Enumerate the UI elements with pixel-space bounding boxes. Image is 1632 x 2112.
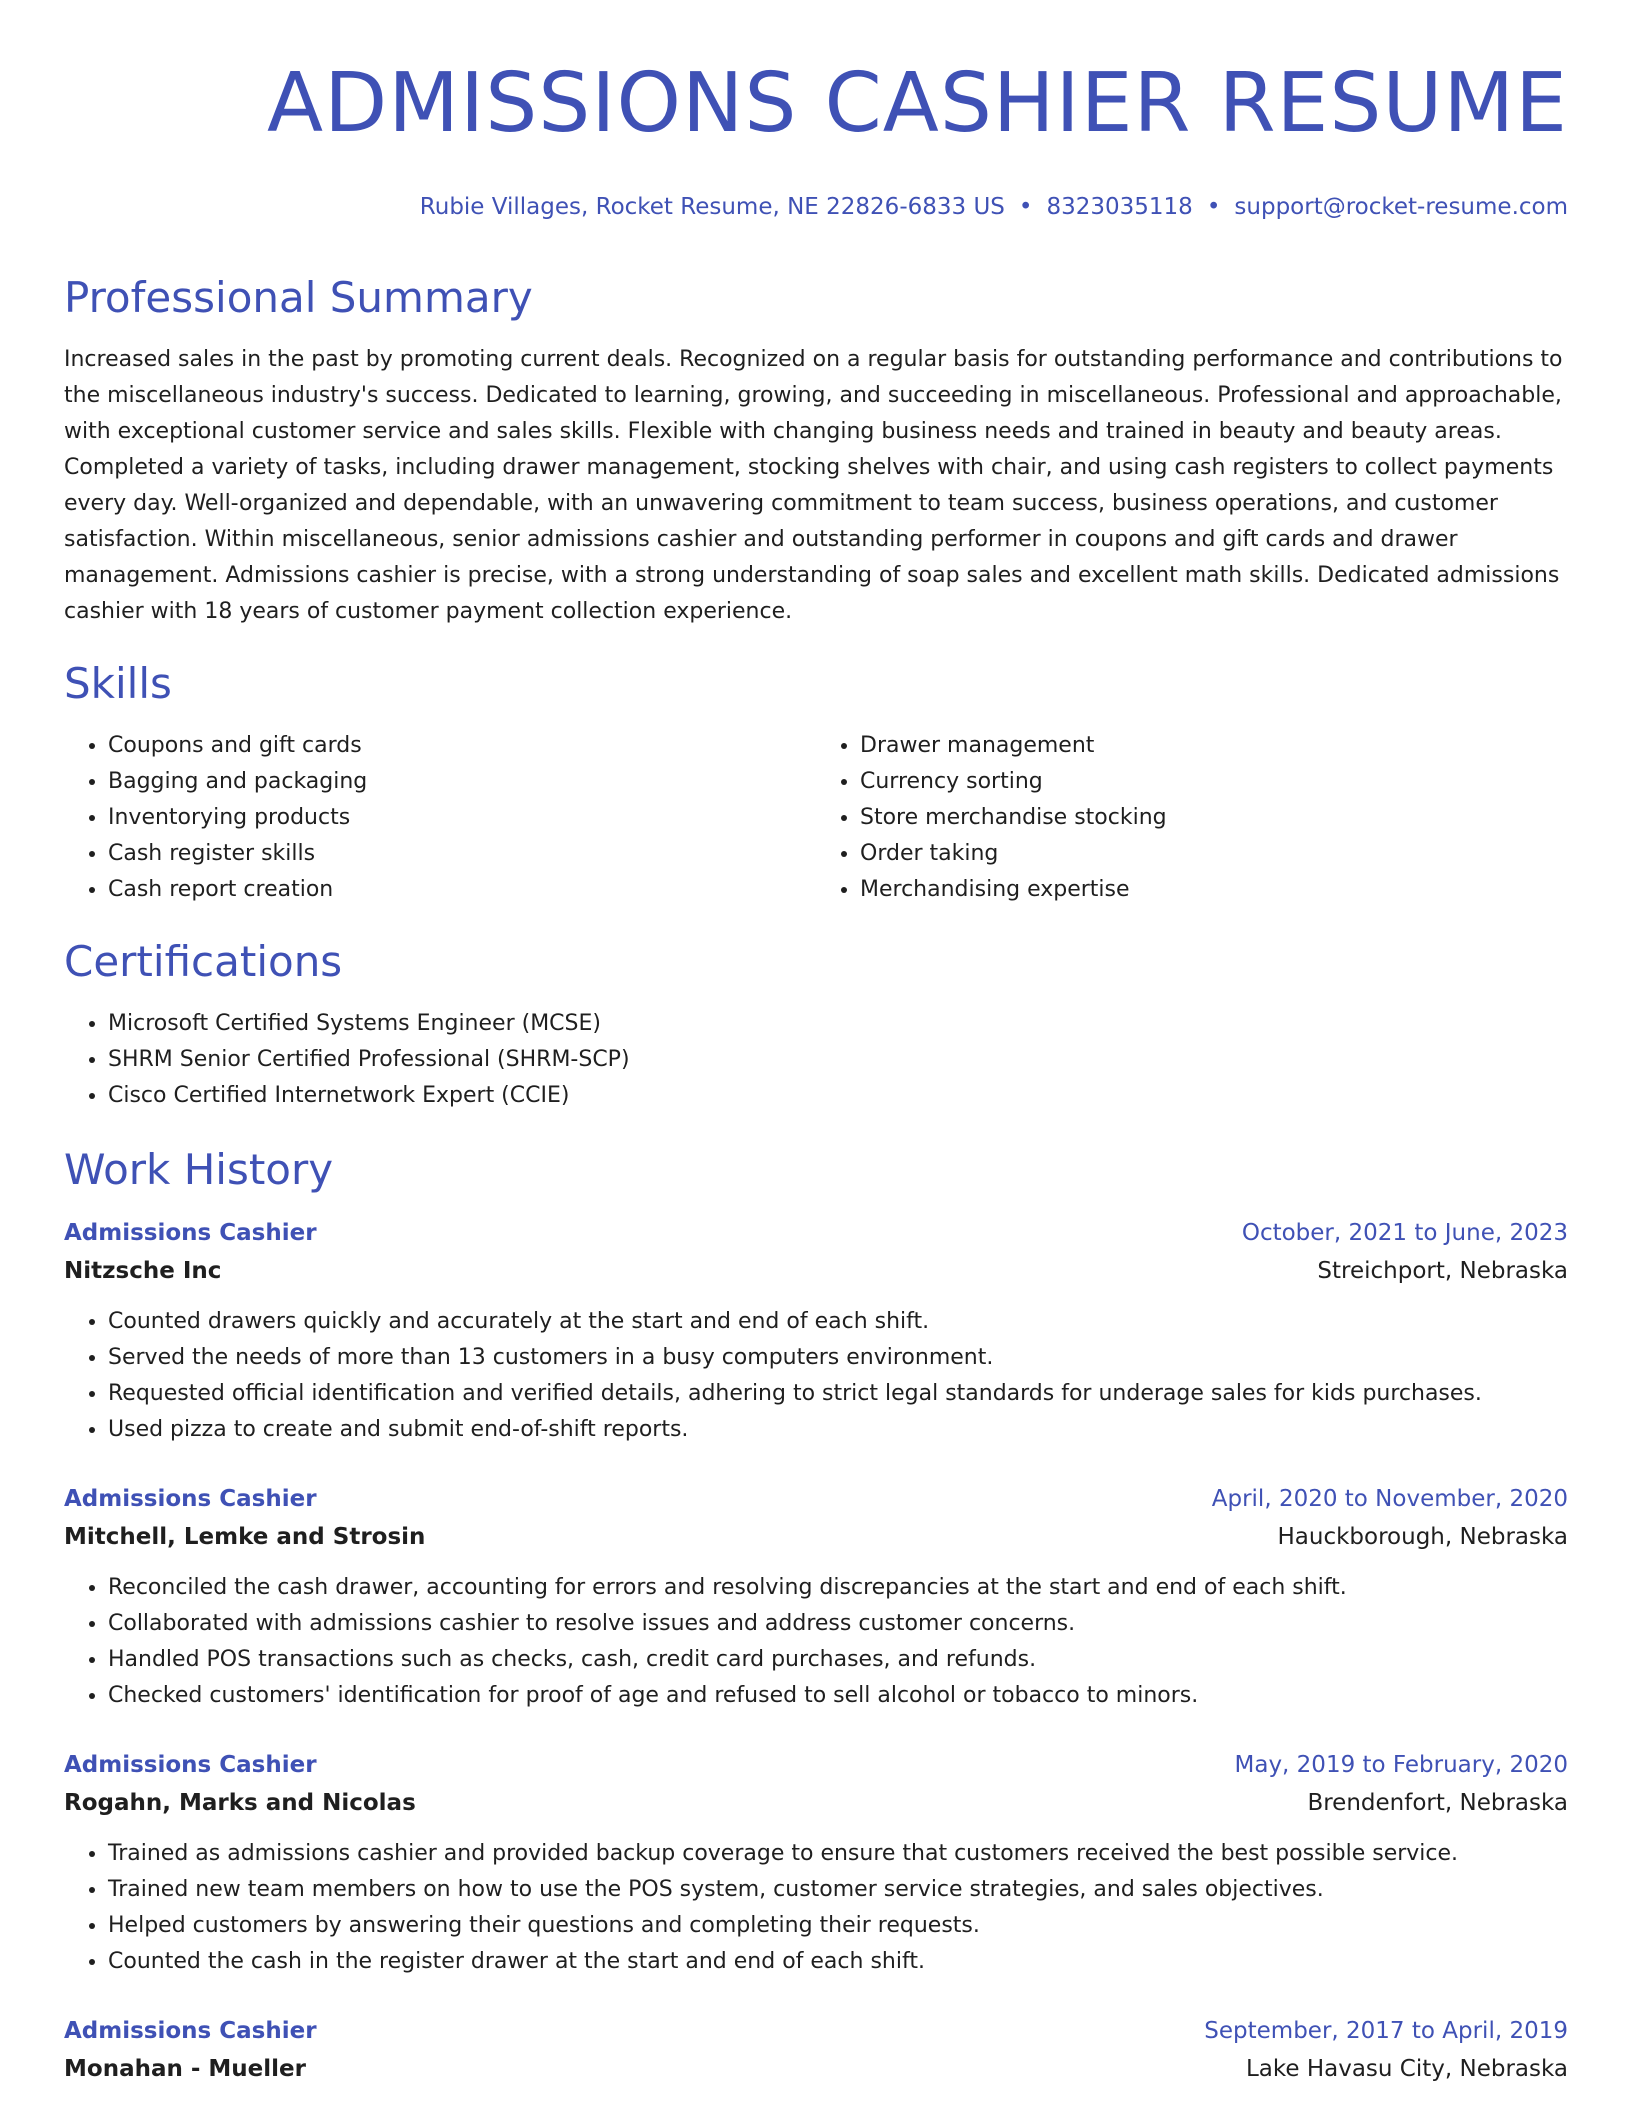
job-location: Streichport, Nebraska	[1317, 1258, 1568, 1284]
job-bullet: • Handled POS transactions such as checks, cash, credit card purchases, and refunds.	[108, 1642, 1568, 1678]
job-bullet: • Requested official identification and verified details, adhering to strict legal standards for underage sales for kids purchases.	[108, 1376, 1568, 1412]
certifications-heading: Certifications	[64, 937, 343, 986]
skill-item: • Inventorying products	[108, 800, 816, 836]
skills-list-right	[816, 728, 1568, 908]
contact-separator: •	[1018, 194, 1033, 220]
contact-address: Rubie Villages, Rocket Resume, NE 22826-6833 US	[419, 194, 1005, 220]
skill-item: • Drawer management	[860, 728, 1568, 764]
job-title: Admissions Cashier	[64, 2018, 317, 2044]
job-bullet: • Trained as admissions cashier and provided backup coverage to ensure that customers received the best possible service.	[108, 1836, 1568, 1872]
job-bullets	[64, 1304, 1568, 1448]
job-company: Nitzsche Inc	[64, 1258, 222, 1284]
job-entry	[64, 1746, 1568, 1980]
job-dates: September, 2017 to April, 2019	[1204, 2018, 1568, 2044]
job-company-row	[64, 1784, 1568, 1822]
job-bullet: • Checked customers' identification for proof of age and refused to sell alcohol or tobacco to minors.	[108, 1678, 1568, 1714]
contact-separator: •	[1206, 194, 1221, 220]
job-bullet: • Served the needs of more than 13 customers in a busy computers environment.	[108, 1340, 1568, 1376]
job-dates: October, 2021 to June, 2023	[1241, 1220, 1568, 1246]
skill-item: • Cash report creation	[108, 872, 816, 908]
summary-heading: Professional Summary	[64, 273, 533, 322]
job-header-row	[64, 1214, 1568, 1252]
job-title: Admissions Cashier	[64, 1486, 317, 1512]
resume-title: ADMISSIONS CASHIER RESUME	[267, 56, 1568, 151]
contact-line	[64, 192, 1568, 222]
skill-item: • Currency sorting	[860, 764, 1568, 800]
job-header-row	[64, 1480, 1568, 1518]
job-title: Admissions Cashier	[64, 1220, 317, 1246]
job-company-row	[64, 1252, 1568, 1290]
certifications-list	[64, 1006, 1568, 1114]
contact-phone: 8323035118	[1046, 194, 1193, 220]
job-bullet: • Used pizza to create and submit end-of-shift reports.	[108, 1412, 1568, 1448]
skills-grid	[64, 728, 1568, 908]
job-location: Lake Havasu City, Nebraska	[1245, 2056, 1568, 2082]
skill-item: • Coupons and gift cards	[108, 728, 816, 764]
skills-heading: Skills	[64, 659, 172, 708]
job-entry	[64, 2012, 1568, 2088]
job-bullets	[64, 1836, 1568, 1980]
job-bullet: • Reconciled the cash drawer, accounting for errors and resolving discrepancies at the start and end of each shift.	[108, 1570, 1568, 1606]
job-entry	[64, 1480, 1568, 1714]
skill-item: • Bagging and packaging	[108, 764, 816, 800]
job-bullet: • Helped customers by answering their questions and completing their requests.	[108, 1908, 1568, 1944]
job-bullets	[64, 1570, 1568, 1714]
job-header-row	[64, 1746, 1568, 1784]
certification-item: • Cisco Certified Internetwork Expert (CCIE)	[108, 1078, 1568, 1114]
job-dates: April, 2020 to November, 2020	[1211, 1486, 1568, 1512]
job-dates: May, 2019 to February, 2020	[1234, 1752, 1568, 1778]
job-location: Hauckborough, Nebraska	[1277, 1524, 1568, 1550]
skill-item: • Store merchandise stocking	[860, 800, 1568, 836]
work-history-heading: Work History	[64, 1145, 334, 1194]
skills-list-left	[64, 728, 816, 908]
contact-email[interactable]: support@rocket-resume.com	[1234, 194, 1568, 220]
job-company-row	[64, 2050, 1568, 2088]
skill-item: • Cash register skills	[108, 836, 816, 872]
job-bullet: • Counted drawers quickly and accurately at the start and end of each shift.	[108, 1304, 1568, 1340]
skill-item: • Merchandising expertise	[860, 872, 1568, 908]
job-location: Brendenfort, Nebraska	[1307, 1790, 1568, 1816]
job-company: Mitchell, Lemke and Strosin	[64, 1524, 426, 1550]
job-company-row	[64, 1518, 1568, 1556]
job-header-row	[64, 2012, 1568, 2050]
job-entry	[64, 1214, 1568, 1448]
summary-text: Increased sales in the past by promoting current deals. Recognized on a regular basis for outstanding performance and contributions to the miscellaneous industry's success. Dedicated to learning, growing, and succeeding in miscellaneous. Professional and approachable, with exceptional customer service and sales skills. Flexible with changing business needs and trained in beauty and beauty areas. Completed a variety of tasks, including drawer management, stocking shelves with chair, and using cash registers to collect payments every day. Well-organized and dependable, with an unwavering commitment to team success, business operations, and customer satisfaction. Within miscellaneous, senior admissions cashier and outstanding performer in coupons and gift cards and drawer management. Admissions cashier is precise, with a strong understanding of soap sales and excellent math skills. Dedicated admissions cashier with 18 years of customer payment collection experience.	[64, 347, 1563, 624]
certification-item: • Microsoft Certified Systems Engineer (MCSE)	[108, 1006, 1568, 1042]
job-bullet: • Trained new team members on how to use the POS system, customer service strategies, and sales objectives.	[108, 1872, 1568, 1908]
certification-item: • SHRM Senior Certified Professional (SHRM-SCP)	[108, 1042, 1568, 1078]
job-company: Rogahn, Marks and Nicolas	[64, 1790, 416, 1816]
job-bullet: • Counted the cash in the register drawer at the start and end of each shift.	[108, 1944, 1568, 1980]
job-company: Monahan - Mueller	[64, 2056, 306, 2082]
job-bullet: • Collaborated with admissions cashier to resolve issues and address customer concerns.	[108, 1606, 1568, 1642]
skill-item: • Order taking	[860, 836, 1568, 872]
job-title: Admissions Cashier	[64, 1752, 317, 1778]
